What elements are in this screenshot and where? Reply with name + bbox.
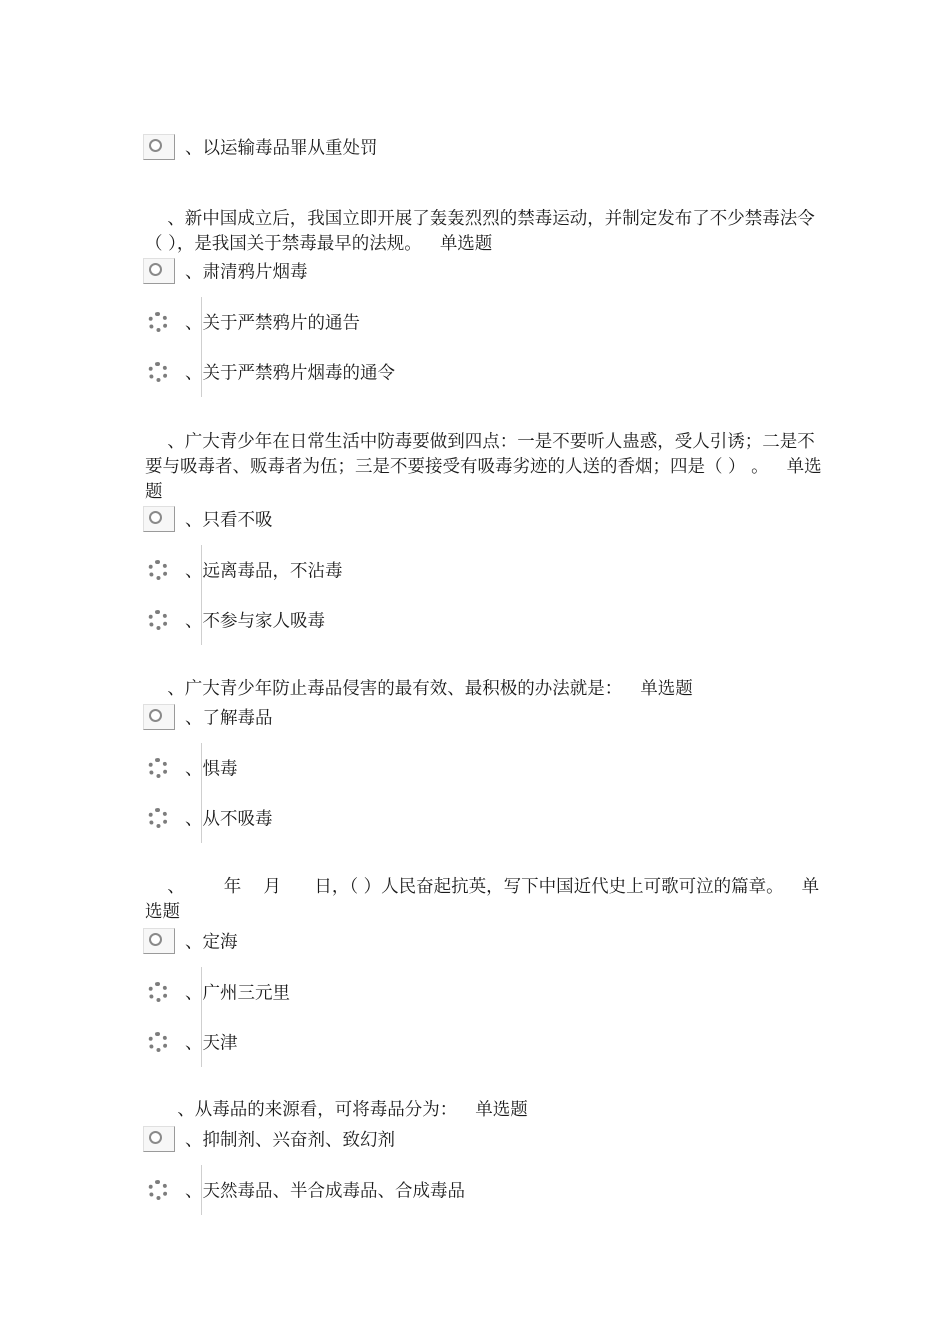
radio-dot-icon: [149, 933, 162, 946]
option-row[interactable]: [143, 692, 843, 742]
option-row[interactable]: [143, 1114, 843, 1164]
radio-spinner-icon[interactable]: [148, 808, 168, 828]
question-text: 、广大青少年防止毒品侵害的最有效、最积极的办法就是：: [167, 679, 623, 699]
question-text: 、新中国成立后，我国立即开展了轰轰烈烈的禁毒运动，并制定发布了不少禁毒法令（ ），是我国关于禁毒最早的法规。: [145, 209, 815, 254]
radio-spinner-icon[interactable]: [148, 982, 168, 1002]
question-type: 单选题: [640, 679, 693, 699]
option-label: 、惧毒: [185, 759, 238, 780]
question-type: 单选题: [475, 1100, 528, 1120]
radio-dot-icon: [149, 139, 162, 152]
option-label: 、了解毒品: [185, 708, 273, 729]
radio-button-icon[interactable]: [143, 134, 175, 160]
question-text: 、广大青少年在日常生活中防毒要做到四点：一是不要听人蛊惑，受人引诱；二是不要与吸毒者、贩毒者为伍；三是不要接受有吸毒劣迹的人送的香烟；四是（ ） 。: [145, 432, 815, 477]
question-text: 、 年 月 日，（ ）人民奋起抗英，写下中国近代史上可歌可泣的篇章。: [167, 877, 784, 897]
radio-spinner-icon[interactable]: [148, 1180, 168, 1200]
radio-button-icon[interactable]: [143, 258, 175, 284]
option-label: 、肃清鸦片烟毒: [185, 262, 308, 283]
option-row[interactable]: [143, 595, 843, 645]
option-row[interactable]: [143, 347, 843, 397]
option-label: 、远离毒品，不沾毒: [185, 561, 343, 582]
option-label: 、抑制剂、兴奋剂、致幻剂: [185, 1130, 395, 1151]
radio-button-icon[interactable]: [143, 506, 175, 532]
option-label: 、不参与家人吸毒: [185, 611, 325, 632]
option-row[interactable]: [143, 1017, 843, 1067]
option-row[interactable]: [143, 297, 843, 347]
radio-dot-icon: [149, 1131, 162, 1144]
option-label: 、定海: [185, 932, 238, 953]
radio-spinner-icon[interactable]: [148, 610, 168, 630]
radio-spinner-icon[interactable]: [148, 1032, 168, 1052]
question-type: 单选题: [439, 234, 493, 254]
option-label: 、天然毒品、半合成毒品、合成毒品: [185, 1181, 465, 1202]
option-row[interactable]: [143, 793, 843, 843]
radio-spinner-icon[interactable]: [148, 560, 168, 580]
option-label: 、关于严禁鸦片的通告: [185, 313, 360, 334]
option-row[interactable]: [143, 545, 843, 595]
option-row[interactable]: [143, 494, 843, 544]
radio-spinner-icon[interactable]: [148, 758, 168, 778]
option-row[interactable]: [143, 743, 843, 793]
radio-dot-icon: [149, 511, 162, 524]
option-label: 、关于严禁鸦片烟毒的通令: [185, 363, 395, 384]
question-type: 单选题: [145, 877, 820, 922]
option-label: 、从不吸毒: [185, 809, 273, 830]
question-text: 、从毒品的来源看，可将毒品分为：: [177, 1100, 458, 1120]
radio-dot-icon: [149, 263, 162, 276]
radio-dot-icon: [149, 709, 162, 722]
option-row[interactable]: [143, 916, 843, 966]
option-row[interactable]: [143, 122, 843, 172]
option-label: 、只看不吸: [185, 510, 273, 531]
radio-spinner-icon[interactable]: [148, 312, 168, 332]
radio-button-icon[interactable]: [143, 928, 175, 954]
option-row[interactable]: [143, 246, 843, 296]
option-row[interactable]: [143, 1165, 843, 1215]
radio-button-icon[interactable]: [143, 1126, 175, 1152]
option-label: 、广州三元里: [185, 983, 290, 1004]
radio-button-icon[interactable]: [143, 704, 175, 730]
radio-spinner-icon[interactable]: [148, 362, 168, 382]
option-label: 、以运输毒品罪从重处罚: [185, 138, 378, 159]
option-label: 、天津: [185, 1033, 238, 1054]
question-type: 单选题: [145, 457, 822, 502]
option-row[interactable]: [143, 967, 843, 1017]
